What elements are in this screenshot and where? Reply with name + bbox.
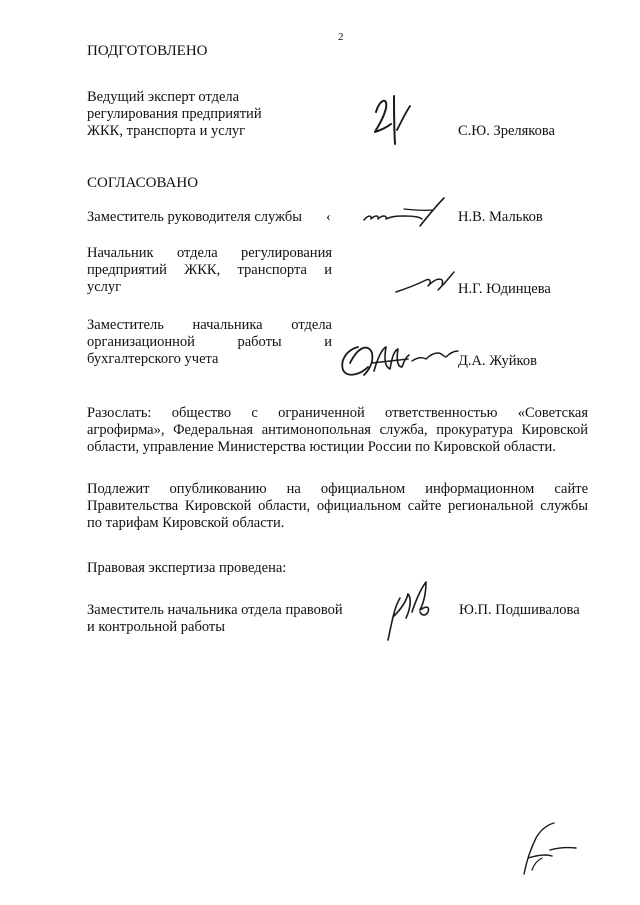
publication-line-2: Правительства Кировской области, официальном сайте региональной службы bbox=[87, 498, 588, 514]
signer-1-name: Н.В. Мальков bbox=[458, 209, 543, 225]
signer-3-position-line-1: Заместитель начальника отдела bbox=[87, 317, 332, 333]
signature-yudintseva bbox=[394, 268, 458, 300]
signature-malkov bbox=[362, 194, 454, 234]
legal-review-statement: Правовая экспертиза проведена: bbox=[87, 560, 287, 576]
signer-2-name: Н.Г. Юдинцева bbox=[458, 281, 551, 297]
signer-1-position: Заместитель руководителя службы bbox=[87, 209, 303, 225]
signer-2-position-line-1: Начальник отдела регулирования bbox=[87, 245, 332, 261]
prepared-position-line-2: регулирования предприятий bbox=[87, 106, 262, 122]
signature-zrelyakova bbox=[368, 86, 418, 150]
signer-3-position-line-2: организационной работы и bbox=[87, 334, 332, 350]
distribution-line-1: Разослать: общество с ограниченной ответственностью «Советская bbox=[87, 405, 588, 421]
prepared-heading: ПОДГОТОВЛЕНО bbox=[87, 43, 208, 59]
signer-3-position-line-3: бухгалтерского учета bbox=[87, 351, 219, 367]
signer-1-mark: ‹ bbox=[326, 209, 331, 225]
prepared-position-line-3: ЖКК, транспорта и услуг bbox=[87, 123, 246, 139]
distribution-line-3: области, управление Министерства юстиции России по Кировской области. bbox=[87, 439, 556, 455]
signature-podshivalova bbox=[380, 576, 440, 644]
prepared-name: С.Ю. Зрелякова bbox=[458, 123, 555, 139]
legal-review-name: Ю.П. Подшивалова bbox=[459, 602, 580, 618]
signer-2-position-line-3: услуг bbox=[87, 279, 122, 295]
page-number: 2 bbox=[338, 31, 344, 43]
agreed-heading: СОГЛАСОВАНО bbox=[87, 175, 199, 191]
distribution-line-2: агрофирма», Федеральная антимонопольная служба, прокуратура Кировской bbox=[87, 422, 588, 438]
signer-2-position-line-2: предприятий ЖКК, транспорта и bbox=[87, 262, 332, 278]
publication-line-1: Подлежит опубликованию на официальном информационном сайте bbox=[87, 481, 588, 497]
legal-review-position-line-2: и контрольной работы bbox=[87, 619, 225, 635]
publication-line-3: по тарифам Кировской области. bbox=[87, 515, 285, 531]
prepared-position-line-1: Ведущий эксперт отдела bbox=[87, 89, 240, 105]
signature-zhuikov bbox=[338, 337, 462, 381]
signer-3-name: Д.А. Жуйков bbox=[458, 353, 537, 369]
initials-mark bbox=[514, 818, 580, 878]
legal-review-position-line-1: Заместитель начальника отдела правовой bbox=[87, 602, 343, 618]
